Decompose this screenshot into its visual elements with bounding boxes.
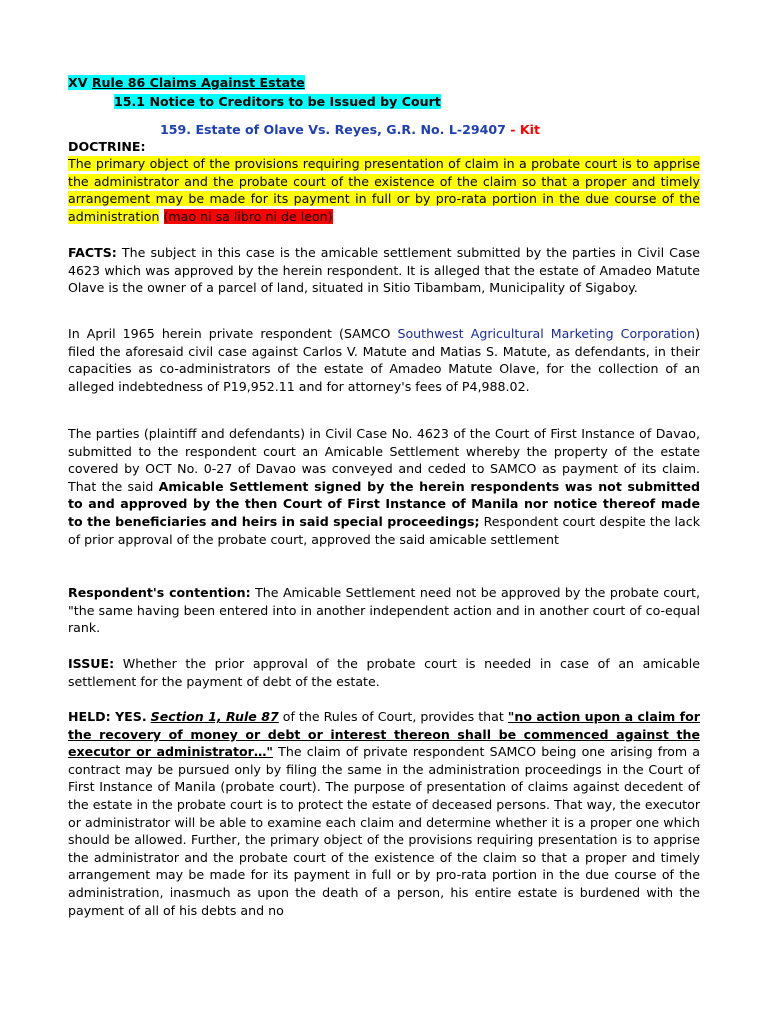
- case-title: 159. Estate of Olave Vs. Reyes, G.R. No. L-29407 - Kit: [160, 122, 540, 137]
- facts-paragraph-3: The parties (plaintiff and defendants) in Civil Case No. 4623 of the Court of First Instance of Davao, submitted to the respondent court an Amicable Settlement whereby the property of the estate covered by OCT No. 0-27 of Davao was conveyed and ceded to SAMCO as payment of its claim. That the said Amicable Settlement signed by the herein respondents was not submitted to and approved by the then Court of First Instance of Manila nor notice thereof made to the beneficiaries and heirs in said special proceedings; Respondent court despite the lack of prior approval of the probate court, approved the said amicable settlement: [68, 426, 701, 547]
- rule-87-citation: Section 1, Rule 87: [150, 709, 279, 724]
- held-quote: "no action upon a claim for the recovery of money or debt or interest thereon shall be commenced against the executor or administrator…": [68, 709, 701, 760]
- section-heading: [68, 74, 700, 92]
- samco-link: Southwest Agricultural Marketing Corporation: [397, 326, 696, 341]
- subsection-heading: 15.1 Notice to Creditors to be Issued by Court: [114, 94, 441, 109]
- doctrine-note: (mao ni sa libro ni de leon): [163, 208, 333, 224]
- case-digest-author: - Kit: [505, 122, 540, 137]
- facts-paragraph-1: FACTS: The subject in this case is the amicable settlement submitted by the parties in Civil Case 4623 which was approved by the herein respondent. It is alleged that the estate of Amadeo Matute Olave is the owner of a parcel of land, situated in Sitio Tibambam, Municipality of Sigaboy.: [68, 245, 700, 296]
- issue-paragraph: ISSUE: Whether the prior approval of the probate court is needed in case of an amicable settlement for the payment of debt of the estate.: [68, 656, 700, 689]
- facts-paragraph-2: In April 1965 herein private respondent (SAMCO Southwest Agricultural Marketing Corporation) filed the aforesaid civil case against Carlos V. Matute and Matias S. Matute, as defendants, in their capacities as co-administrators of the estate of Amadeo Matute Olave, for the collection of an alleged indebtedness of P19,952.11 and for attorney's fees of P4,988.02.: [68, 326, 700, 394]
- held-paragraph: HELD: YES. Section 1, Rule 87 of the Rules of Court, provides that "no action upon a claim for the recovery of money or debt or interest thereon shall be commenced against the executor or administrator…" The claim of private respondent SAMCO being one arising from a contract may be pursued only by filing the same in the administration proceedings in the Court of First Instance of Manila (probate court). The purpose of presentation of claims against decedent of the estate in the probate court is to protect the estate of deceased persons. That way, the executor or administrator will be able to examine each claim and determine whether it is a proper one which should be allowed. Further, the primary object of the provisions requiring presentation is to apprise the administrator and the probate court of the existence of the claim so that a proper and timely arrangement may be made for its payment in full or by pro-rata portion in the due course of the administration, inasmuch as upon the death of a person, his entire estate is burdened with the payment of all of his debts and no: [68, 709, 701, 918]
- rule-heading: XV Rule 86 Claims Against Estate: [68, 75, 305, 90]
- respondent-contention: Respondent's contention: The Amicable Settlement need not be approved by the probate court, "the same having been entered into in another independent action and in another court of co-equal rank.: [68, 585, 700, 636]
- doctrine-label: DOCTRINE:: [68, 139, 146, 154]
- doctrine-text: The primary object of the provisions requiring presentation of claim in a probate court is to apprise the administrator and the probate court of the existence of the claim so that a proper and timely arrangement may be made for its payment in full or by pro-rata portion in the due course of the administration (mao ni sa libro ni de leon): [68, 156, 700, 224]
